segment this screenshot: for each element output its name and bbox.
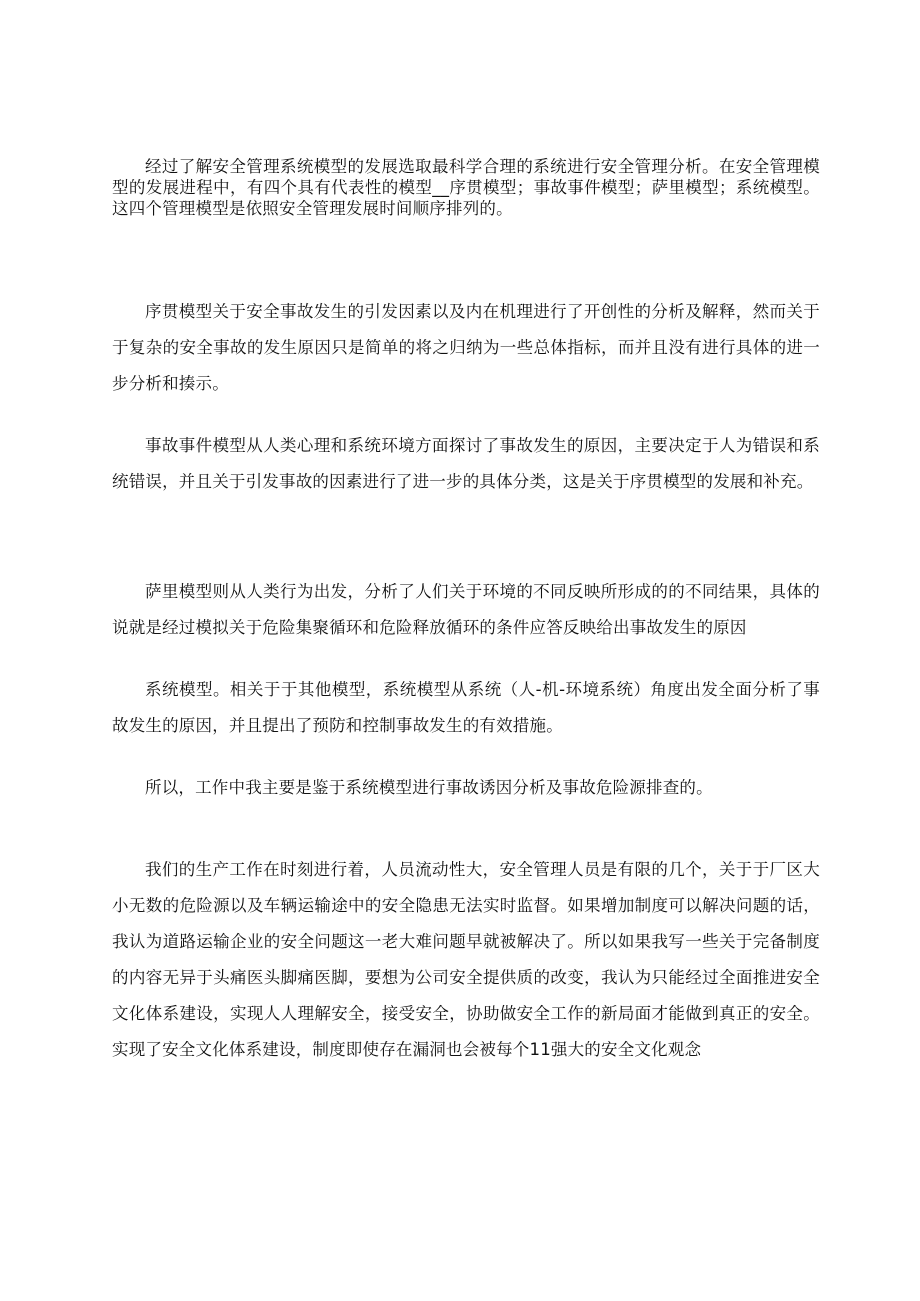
- paragraph-accident-event-model: 事故事件模型从人类心理和系统环境方面探讨了事故发生的原因，主要决定于人为错误和系统错误，并且关于引发事故的因素进行了进一步的具体分类，这是关于序贯模型的发展和补充。: [112, 436, 820, 491]
- paragraph-safety-model-overview: 经过了解安全管理系统模型的发展选取最科学合理的系统进行安全管理分析。在安全管理模型的发展进程中，有四个具有代表性的模型__序贯模型；事故事件模型；萨里模型；系统模型。这四个管理模型是依照安全管理发展时间顺序排列的。: [112, 157, 820, 218]
- paragraph-system-model: 系统模型。相关于于其他模型，系统模型从系统（人-机-环境系统）角度出发全面分析了事故发生的原因，并且提出了预防和控制事故发生的有效措施。: [112, 680, 820, 735]
- paragraph-conclusion: 所以，工作中我主要是鉴于系统模型进行事故诱因分析及事故危险源排查的。: [145, 778, 713, 797]
- paragraph-surrey-model: 萨里模型则从人类行为出发，分析了人们关于环境的不同反映所形成的的不同结果，具体的说就是经过模拟关于危险集聚循环和危险释放循环的条件应答反映给出事故发生的原因: [112, 582, 820, 637]
- paragraph-safety-culture: 我们的生产工作在时刻进行着，人员流动性大，安全管理人员是有限的几个，关于于厂区大小无数的危险源以及车辆运输途中的安全隐患无法实时监督。如果增加制度可以解决问题的话，我认为道路运输企业的安全问题这一老大难问题早就被解决了。所以如果我写一些关于完备制度的内容无异于头痛医头脚痛医脚，要想为公司安全提供质的改变，我认为只能经过全面推进安全文化体系建设，实现人人理解安全，接受安全，协助做安全工作的新局面才能做到真正的安全。实现了安全文化体系建设，制度即使存在漏洞也会被每个11强大的安全文化观念: [112, 860, 820, 1059]
- paragraph-sequential-model: 序贯模型关于安全事故发生的引发因素以及内在机理进行了开创性的分析及解释，然而关于于复杂的安全事故的发生原因只是简单的将之归纳为一些总体指标，而并且没有进行具体的进一步分析和揍示。: [112, 302, 820, 393]
